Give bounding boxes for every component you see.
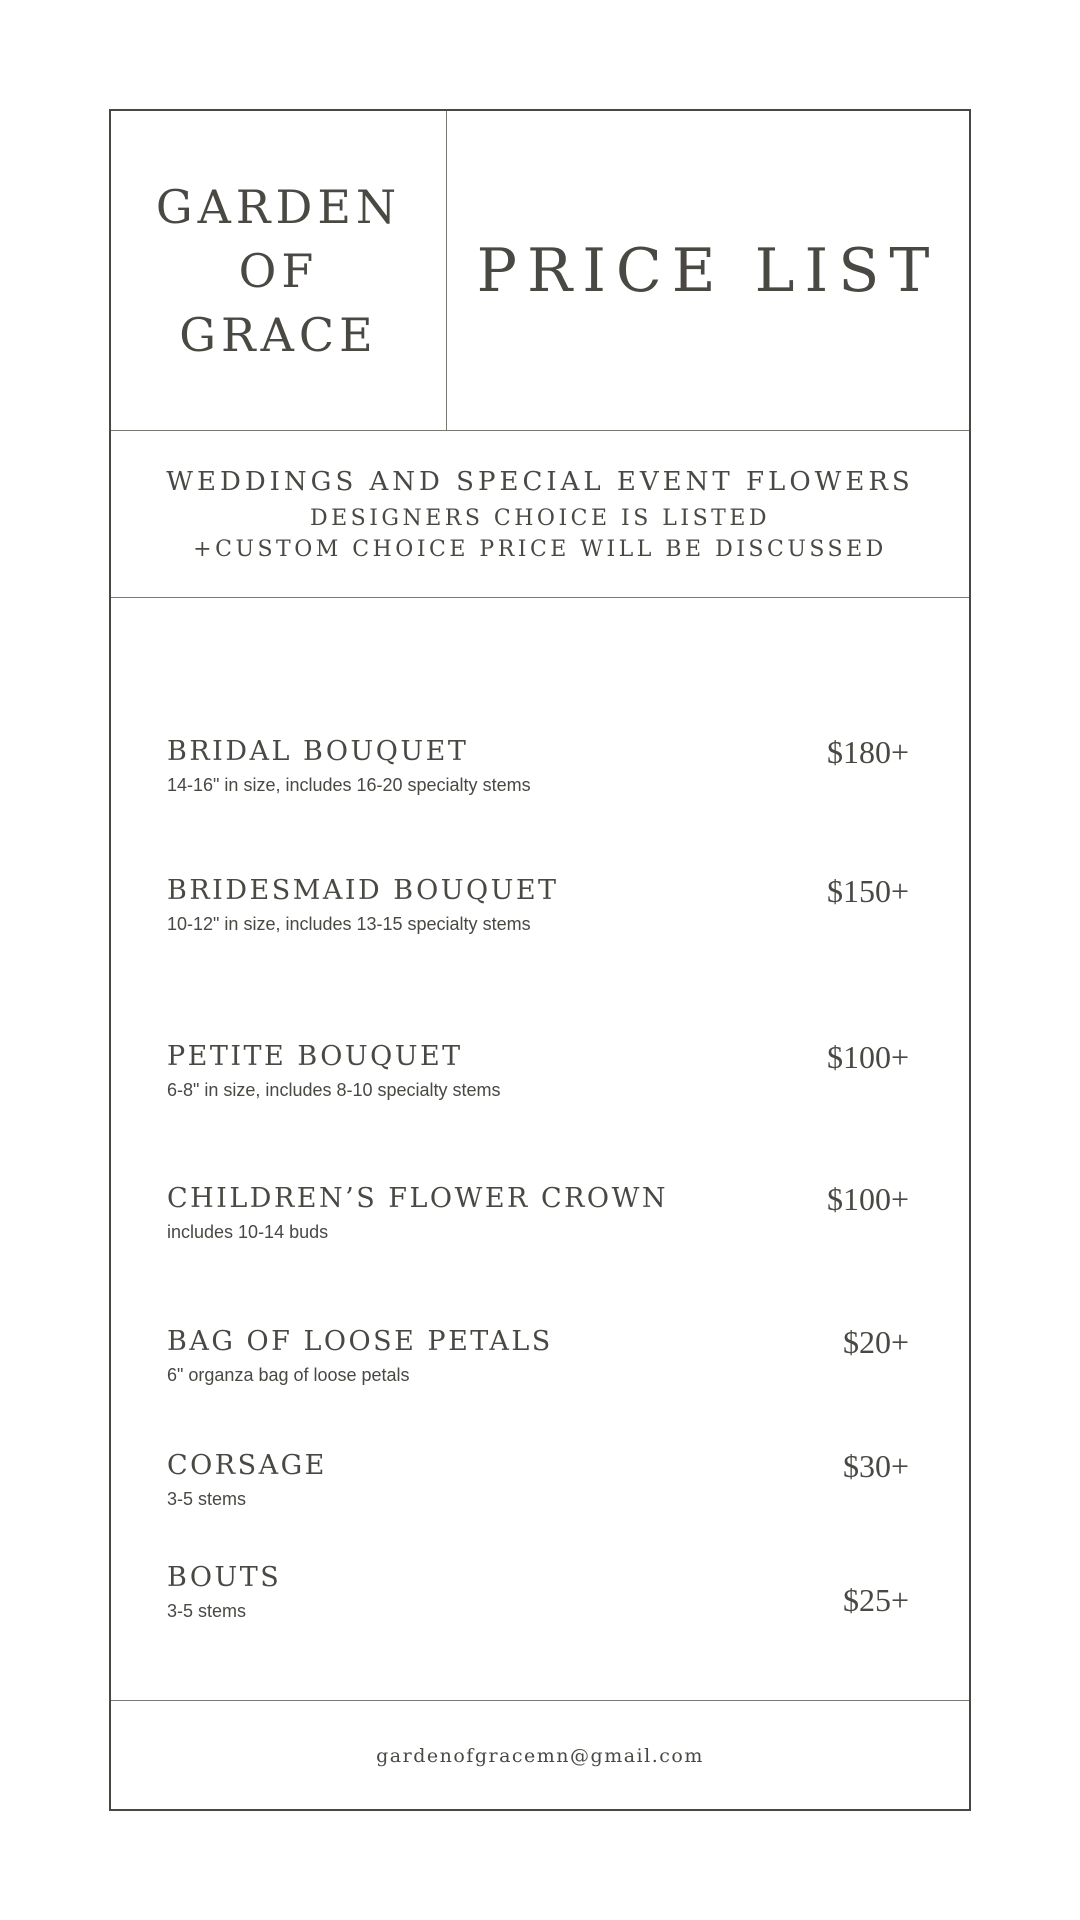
item-description: 14-16" in size, includes 16-20 specialty stems [167,775,531,795]
item-price: $150+ [826,873,909,909]
price-item-bridal-bouquet [167,736,909,796]
item-name: CORSAGE [167,1450,327,1481]
brand-logo [111,111,447,430]
header [111,111,969,431]
subheader-line-1: WEDDINGS AND SPECIAL EVENT FLOWERS [166,467,914,497]
item-name: BAG OF LOOSE PETALS [167,1326,553,1357]
price-list-card [109,109,971,1811]
subheader-line-2: DESIGNERS CHOICE IS LISTED [309,506,771,531]
item-price: $20+ [842,1324,909,1360]
page-title: PRICE LIST [476,235,940,306]
item-price: $100+ [826,1181,909,1217]
brand-line-3: GRACE [179,307,378,362]
price-item-bridesmaid-bouquet [167,875,909,935]
item-name: BRIDAL BOUQUET [167,736,469,767]
price-item-corsage [167,1450,909,1510]
item-price: $25+ [842,1582,909,1618]
price-item-loose-petals [167,1326,909,1386]
item-name: PETITE BOUQUET [167,1041,463,1072]
price-item-petite-bouquet [167,1041,909,1101]
item-price: $100+ [826,1039,909,1075]
item-name: BRIDESMAID BOUQUET [167,875,559,906]
contact-email: gardenofgracemn@gmail.com [376,1745,704,1767]
subheader-line-3: +CUSTOM CHOICE PRICE WILL BE DISCUSSED [193,537,887,562]
brand-line-2: OF [238,243,319,298]
item-description: includes 10-14 buds [167,1222,329,1242]
item-name: BOUTS [167,1562,282,1593]
item-description: 3-5 stems [167,1489,247,1509]
item-price: $30+ [842,1448,909,1484]
item-description: 6" organza bag of loose petals [167,1365,410,1385]
item-price: $180+ [826,734,909,770]
brand-line-1: GARDEN [155,179,402,234]
item-name: CHILDREN’S FLOWER CROWN [167,1183,668,1214]
footer [111,1700,969,1811]
item-description: 6-8" in size, includes 8-10 specialty stems [167,1080,501,1100]
price-item-flower-crown [167,1183,909,1243]
item-description: 10-12" in size, includes 13-15 specialty stems [167,914,531,934]
item-description: 3-5 stems [167,1601,247,1621]
price-item-bouts [167,1562,909,1622]
subheader [111,431,969,598]
